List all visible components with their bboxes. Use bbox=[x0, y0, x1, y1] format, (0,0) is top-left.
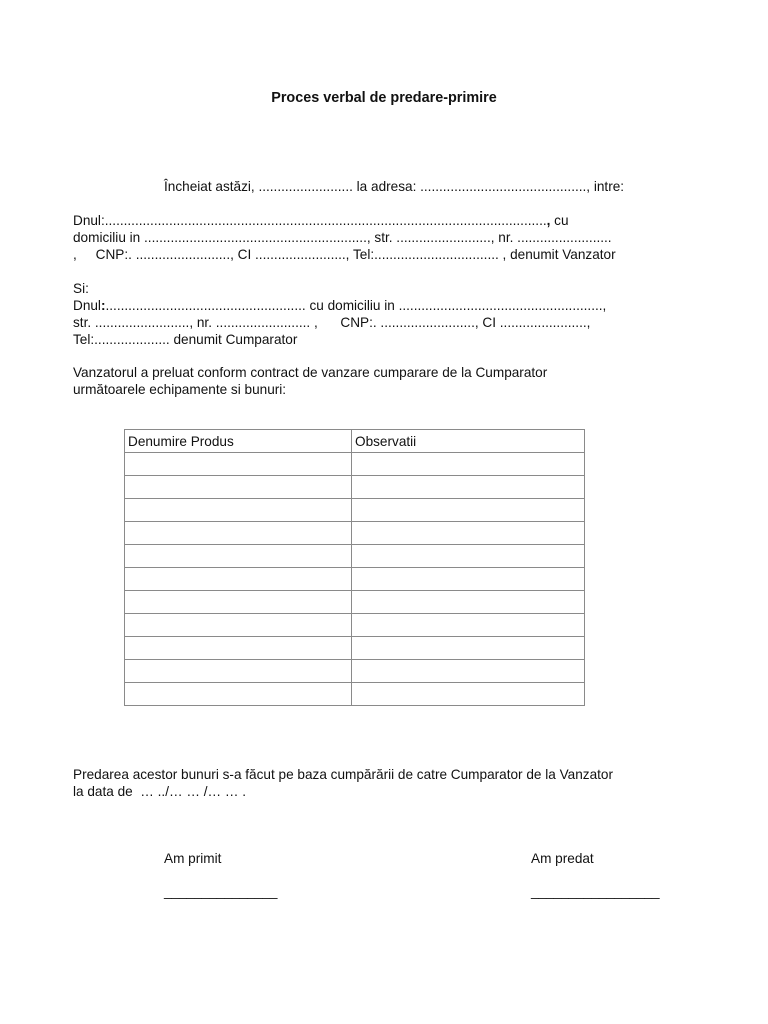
table-row bbox=[125, 476, 585, 499]
table-row bbox=[125, 545, 585, 568]
buyer-line-1-text: ..................................................... cu domiciliu in ......................................................, bbox=[105, 298, 607, 313]
products-table-body bbox=[125, 453, 585, 706]
cell-denumire-produs bbox=[125, 660, 352, 683]
header-observatii: Observatii bbox=[352, 430, 585, 453]
statement-line-2: următoarele echipamente si bunuri: bbox=[73, 382, 287, 397]
cell-denumire-produs bbox=[125, 614, 352, 637]
table-row bbox=[125, 568, 585, 591]
document-title: Proces verbal de predare-primire bbox=[271, 90, 497, 106]
table-header-row bbox=[125, 430, 585, 453]
cell-observatii bbox=[352, 453, 585, 476]
cell-denumire-produs bbox=[125, 683, 352, 706]
seller-line-3: , CNP:. ........................., CI ........................, Tel:................................. , denumit Vanzator bbox=[73, 247, 616, 262]
table-row bbox=[125, 683, 585, 706]
cell-observatii bbox=[352, 637, 585, 660]
cell-denumire-produs bbox=[125, 591, 352, 614]
products-table bbox=[124, 429, 585, 706]
header-denumire-produs: Denumire Produs bbox=[125, 430, 352, 453]
buyer-line-2: str. ........................., nr. ......................... , CNP:. ........................., CI ......................., bbox=[73, 315, 591, 330]
closing-line-1: Predarea acestor bunuri s-a făcut pe baza cumpărării de catre Cumparator de la Vanzator bbox=[73, 767, 614, 782]
cell-observatii bbox=[352, 522, 585, 545]
buyer-line-1 bbox=[73, 297, 606, 314]
seller-line-1-comma: , bbox=[546, 213, 551, 228]
cell-denumire-produs bbox=[125, 476, 352, 499]
buyer-line-1-label: Dnul bbox=[73, 298, 101, 313]
cell-observatii bbox=[352, 499, 585, 522]
cell-observatii bbox=[352, 614, 585, 637]
cell-denumire-produs bbox=[125, 568, 352, 591]
table-row bbox=[125, 637, 585, 660]
table-row bbox=[125, 522, 585, 545]
cell-observatii bbox=[352, 568, 585, 591]
seller-line-1-text: Dnul:..................................................................................................................... bbox=[73, 213, 547, 228]
buyer-line-3: Tel:.................... denumit Cumparator bbox=[73, 332, 298, 347]
table-row bbox=[125, 499, 585, 522]
signature-label-received: Am primit bbox=[164, 851, 222, 866]
seller-line-1 bbox=[73, 212, 569, 229]
cell-denumire-produs bbox=[125, 545, 352, 568]
cell-observatii bbox=[352, 683, 585, 706]
cell-observatii bbox=[352, 476, 585, 499]
signature-line-received: _______________ bbox=[164, 884, 278, 899]
cell-denumire-produs bbox=[125, 637, 352, 660]
seller-line-1-end: cu bbox=[550, 213, 569, 228]
buyer-line-1-colon: : bbox=[100, 298, 106, 313]
seller-line-2: domiciliu in ..........................................................., str. ........................., nr. ......................... bbox=[73, 230, 612, 245]
closing-line-2: la data de … ../… … /… … . bbox=[73, 784, 247, 799]
statement-line-1: Vanzatorul a preluat conform contract de vanzare cumparare de la Cumparator bbox=[73, 365, 548, 380]
table-row bbox=[125, 591, 585, 614]
table-row bbox=[125, 614, 585, 637]
intro-line: Încheiat astăzi, ......................... la adresa: ............................................, intre: bbox=[164, 179, 625, 194]
table-row bbox=[125, 453, 585, 476]
cell-observatii bbox=[352, 660, 585, 683]
cell-denumire-produs bbox=[125, 499, 352, 522]
cell-denumire-produs bbox=[125, 453, 352, 476]
cell-observatii bbox=[352, 591, 585, 614]
cell-denumire-produs bbox=[125, 522, 352, 545]
cell-observatii bbox=[352, 545, 585, 568]
signature-label-delivered: Am predat bbox=[531, 851, 594, 866]
table-row bbox=[125, 660, 585, 683]
buyer-si: Si: bbox=[73, 281, 89, 296]
signature-line-delivered: _________________ bbox=[531, 884, 660, 899]
